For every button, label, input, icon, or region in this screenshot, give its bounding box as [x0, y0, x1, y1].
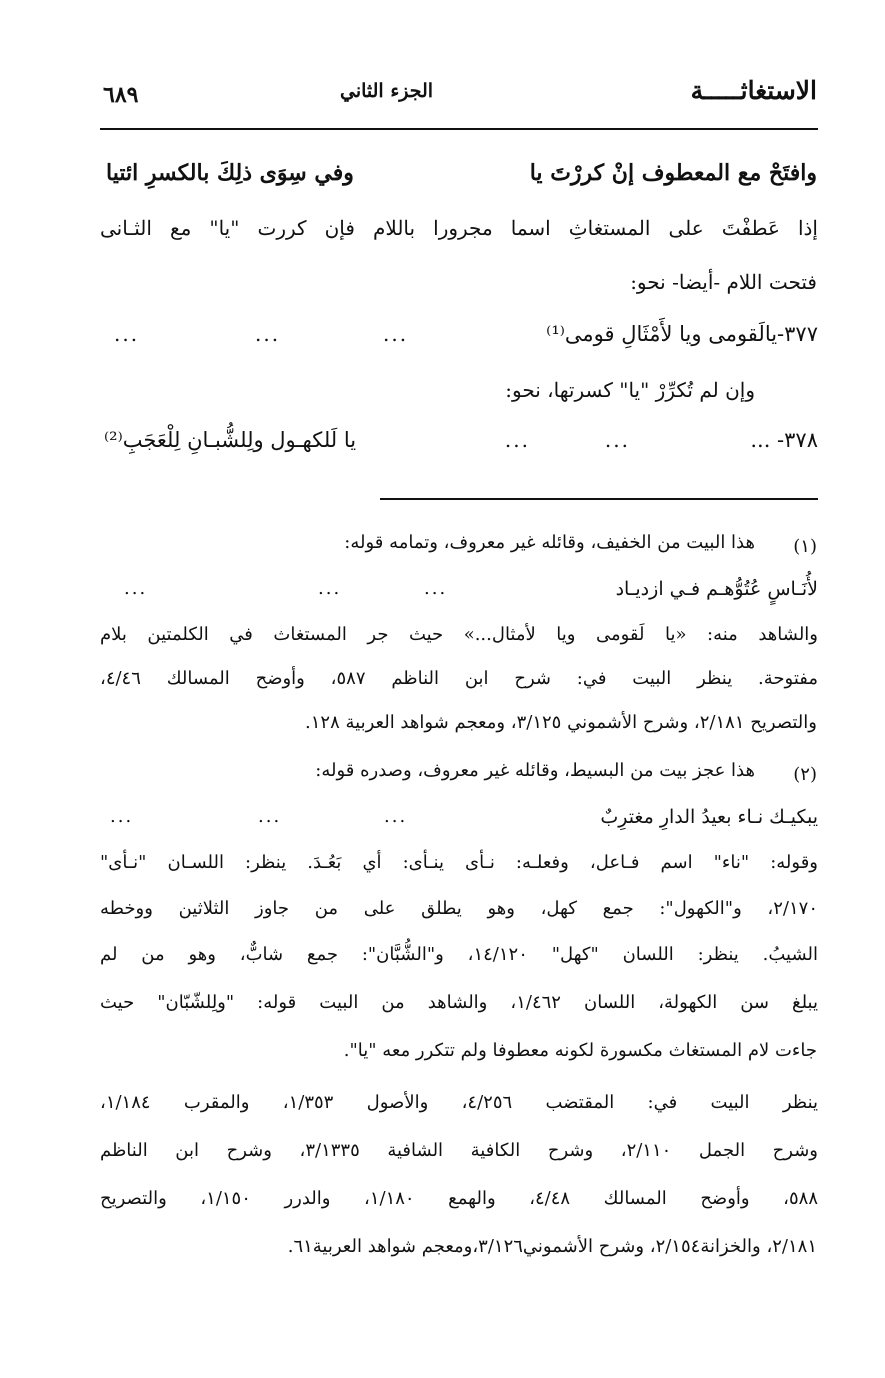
footnote-2-verse-text: يبكيـك نـاء بعيدُ الدارِ مغترِبٌ: [600, 806, 818, 828]
dots: ...: [124, 578, 148, 599]
dots: ...: [424, 578, 448, 599]
dots: ...: [318, 578, 342, 599]
footnote-2-number: (٢): [793, 764, 817, 785]
footnote-1-line-5: والتصريح ٢/١٨١، وشرح الأشموني ٣/١٢٥، ومعجم شواهد العربية ١٢٨.: [305, 712, 817, 733]
footnote-1-line-3: والشاهد منه: «يا لَقومى ويا لأمثال...» حيث جر المستغاث في الكلمتين بلام: [100, 624, 818, 645]
part-title: الجزء الثاني: [340, 80, 434, 102]
footnote-2-line-6: يبلغ سن الكهولة، اللسان ١/٤٦٢، والشاهد من البيت قوله: "ولِلشّبّان" حيث: [100, 992, 819, 1013]
footnote-2-verse: [100, 806, 818, 846]
footnote-2-line-4: ٢/١٧٠، و"الكهول": جمع كهل، وهو يطلق على من جاوز الثلاثين ووخطه: [100, 898, 818, 919]
dots: ...: [384, 806, 408, 827]
footnote-1-number: (١): [793, 536, 817, 557]
dots: ...: [258, 806, 282, 827]
footnote-2-line-11: ٢/١٨١، والخزانة٢/١٥٤، وشرح الأشموني٣/١٢٦،ومعجم شواهد العربية٦١.: [287, 1236, 817, 1257]
footnote-1-line-4: مفتوحة. ينظر البيت في: شرح ابن الناظم ٥٨٧، وأوضح المسالك ٤/٤٦،: [100, 668, 818, 689]
footnote-1-verse-text: لأُنَـاسٍ عُتُوُّهـم فـي ازديـاد: [615, 578, 818, 600]
footnote-2-line-9: وشرح الجمل ٢/١١٠، وشرح الكافية الشافية ٣/١٣٣٥، وشرح ابن الناظم: [100, 1140, 818, 1161]
body-line-3: وإن لم تُكرِّرْ "يا" كسرتها، نحو:: [505, 378, 755, 402]
footnote-2-line-8: ينظر البيت في: المقتضب ٤/٢٥٦، والأصول ١/٣٥٣، والمقرب ١/١٨٤،: [100, 1092, 819, 1113]
footnote-2-line-5: الشيبُ. ينظر: اللسان "كهل" ١٤/١٢٠، و"الشُّبَّان": جمع شابٌّ، وهو من لم: [100, 944, 818, 965]
dots: ...: [504, 428, 530, 452]
footnote-2-line-1: هذا عجز بيت من البسيط، وقائله غير معروف، وصدره قوله:: [315, 760, 755, 781]
header-rule: [100, 128, 818, 130]
dots: ...: [383, 322, 409, 346]
footnote-1-verse: [100, 578, 818, 618]
example-378: [100, 428, 818, 468]
verse-second-hemistich: وفي سِوَى ذلِكَ بالكسرِ ائتيا: [106, 160, 354, 186]
verse-first-hemistich: وافتَحْ مع المعطوف إنْ كررْتَ يا: [529, 160, 817, 186]
dots: ...: [114, 322, 140, 346]
footnote-2-line-7: جاءت لام المستغاث مكسورة لكونه معطوفا ولم تتكرر معه "يا".: [343, 1040, 817, 1061]
body-line-2: فتحت اللام -أيضا- نحو:: [630, 270, 817, 294]
dots: ...: [110, 806, 134, 827]
dots: ...: [604, 428, 630, 452]
chapter-title: الاستغاثـــــة: [690, 76, 817, 105]
page-number: ٦٨٩: [103, 82, 139, 108]
footnote-2-line-3: وقوله: "ناء" اسم فـاعل، وفعلـه: نـأى ينـأى: أي بَعُـدَ. ينظر: اللسـان "نـأى": [100, 852, 818, 873]
footnote-2-line-10: ٥٨٨، وأوضح المسالك ٤/٤٨، والهمع ١/١٨٠، والدرر ١/١٥٠، والتصريح: [100, 1188, 818, 1209]
example-378-text: يا لَلكهـول ولِلشُّبـانِ لِلْعَجَبِ⁽²⁾: [104, 428, 357, 452]
dots: ...: [255, 322, 281, 346]
footnote-separator: [380, 498, 818, 500]
footnote-1-line-1: هذا البيت من الخفيف، وقائله غير معروف، وتمامه قوله:: [344, 532, 755, 553]
example-377-text: ٣٧٧-يالَقومى ويا لأَمْثَالِ قومى⁽¹⁾: [546, 322, 818, 346]
example-377: [100, 322, 818, 362]
body-line-1: إذا عَطفْتَ على المستغاثِ اسما مجرورا باللام فإن كررت "يا" مع الثـانى: [100, 216, 818, 240]
example-378-number: ٣٧٨- ...: [750, 428, 818, 452]
